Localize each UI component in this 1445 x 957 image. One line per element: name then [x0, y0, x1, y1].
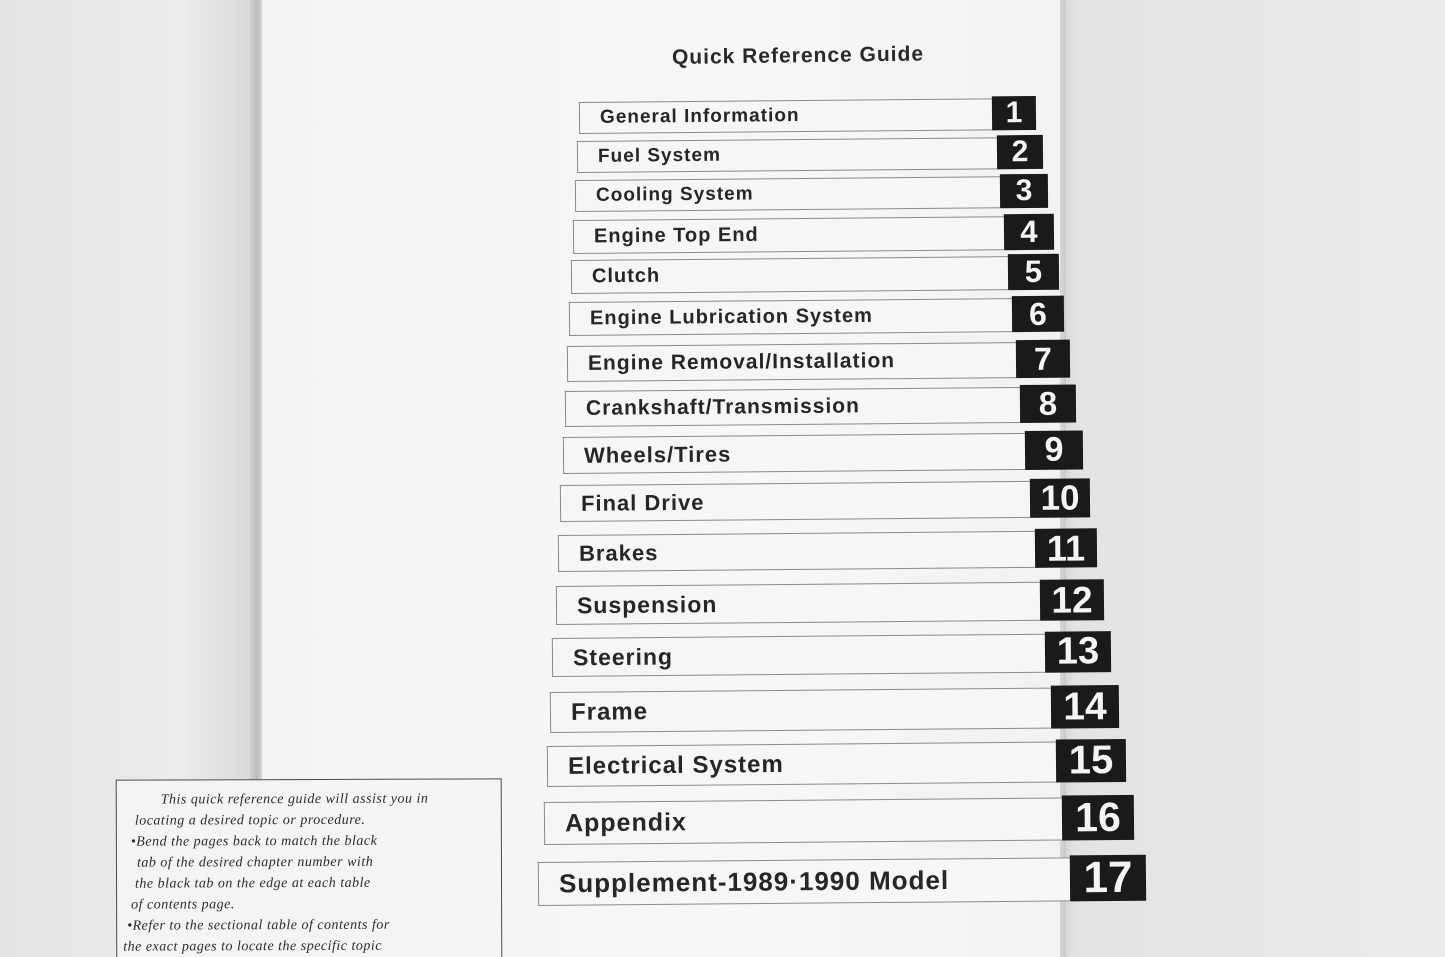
chapter-number-tab[interactable]: 11	[1035, 528, 1097, 568]
chapter-label: Engine Top End	[593, 223, 759, 248]
chapter-label: Cooling System	[595, 183, 754, 206]
chapter-row-6[interactable]	[569, 295, 1064, 336]
chapter-label: Electrical System	[567, 750, 784, 780]
chapter-box	[577, 137, 997, 173]
chapter-number-tab[interactable]: 7	[1016, 340, 1070, 378]
chapter-box	[547, 742, 1056, 787]
chapter-number-tab[interactable]: 13	[1045, 631, 1111, 673]
chapter-label: Brakes	[578, 539, 659, 566]
chapter-label: Frame	[570, 697, 649, 726]
chapter-row-2[interactable]	[577, 137, 1043, 173]
chapter-number-tab[interactable]: 17	[1070, 855, 1146, 902]
chapter-box	[573, 216, 1004, 254]
chapter-number-tab[interactable]: 2	[997, 135, 1043, 169]
chapter-label: General Information	[599, 105, 800, 128]
chapter-label: Clutch	[591, 264, 661, 288]
chapter-label: Appendix	[564, 807, 688, 837]
chapter-number-tab[interactable]: 9	[1025, 430, 1083, 470]
chapter-row-17[interactable]	[538, 852, 1146, 906]
instruction-line: locating a desired topic or procedure.	[134, 812, 366, 829]
instruction-line: the black tab on the edge at each table	[135, 875, 371, 892]
chapter-box	[563, 433, 1025, 474]
instruction-line: •Bend the pages back to match the black	[130, 833, 378, 850]
chapter-row-8[interactable]	[565, 384, 1076, 427]
chapter-box	[538, 857, 1070, 906]
chapter-box	[579, 98, 992, 134]
chapter-label: Fuel System	[597, 144, 722, 167]
instruction-line: the exact pages to locate the specific topic	[123, 938, 383, 955]
chapter-label: Engine Removal/Installation	[587, 349, 896, 375]
chapter-label: Wheels/Tires	[583, 441, 732, 468]
chapter-box	[560, 481, 1030, 522]
chapter-row-11[interactable]	[558, 526, 1097, 572]
chapter-box	[569, 298, 1012, 336]
instruction-line: •Refer to the sectional table of contents for	[127, 917, 390, 934]
chapter-box	[567, 342, 1016, 382]
chapter-label: Suspension	[576, 590, 718, 618]
instruction-line: tab of the desired chapter number with	[136, 854, 374, 871]
chapter-number-tab[interactable]: 10	[1030, 478, 1090, 518]
chapter-row-15[interactable]	[547, 738, 1126, 787]
chapter-number-tab[interactable]: 8	[1020, 385, 1076, 423]
chapter-number-tab[interactable]: 15	[1056, 739, 1126, 783]
chapter-row-1[interactable]	[579, 98, 1036, 134]
chapter-row-12[interactable]	[556, 578, 1104, 625]
chapter-label: Final Drive	[580, 489, 705, 516]
instruction-line: This quick reference guide will assist you in	[160, 791, 429, 808]
chapter-number-tab[interactable]: 3	[1000, 174, 1048, 208]
chapter-number-tab[interactable]: 12	[1040, 579, 1104, 621]
chapter-number-tab[interactable]: 6	[1012, 296, 1064, 332]
chapter-number-tab[interactable]: 5	[1008, 254, 1059, 290]
chapter-row-13[interactable]	[552, 630, 1111, 677]
chapter-number-tab[interactable]: 16	[1062, 795, 1134, 841]
chapter-row-14[interactable]	[550, 684, 1119, 733]
instructions-box	[116, 778, 503, 957]
chapter-row-16[interactable]	[544, 793, 1134, 845]
chapter-row-5[interactable]	[571, 253, 1059, 294]
chapter-label: Supplement-1989·1990 Model	[558, 864, 950, 899]
chapter-number-tab[interactable]: 4	[1004, 214, 1054, 250]
chapter-label: Engine Lubrication System	[589, 304, 873, 330]
chapter-row-10[interactable]	[560, 477, 1090, 522]
chapter-number-tab[interactable]: 14	[1051, 685, 1119, 729]
chapter-box	[571, 256, 1008, 294]
chapter-box	[575, 176, 1000, 212]
instruction-line: of contents page.	[131, 897, 235, 913]
chapter-box	[552, 634, 1045, 677]
chapter-label: Crankshaft/Transmission	[585, 394, 861, 420]
chapter-box	[550, 688, 1051, 733]
chapter-row-7[interactable]	[567, 342, 1070, 382]
chapter-box	[544, 797, 1062, 845]
chapter-row-9[interactable]	[563, 432, 1083, 474]
chapter-number-tab[interactable]: 1	[992, 96, 1036, 130]
chapter-box	[556, 582, 1040, 625]
chapter-row-3[interactable]	[575, 176, 1048, 212]
chapter-row-4[interactable]	[573, 213, 1054, 254]
chapter-box	[558, 531, 1035, 572]
chapter-box	[565, 387, 1020, 427]
chapter-label: Steering	[572, 642, 674, 670]
page-title: Quick Reference Guide	[671, 42, 925, 69]
